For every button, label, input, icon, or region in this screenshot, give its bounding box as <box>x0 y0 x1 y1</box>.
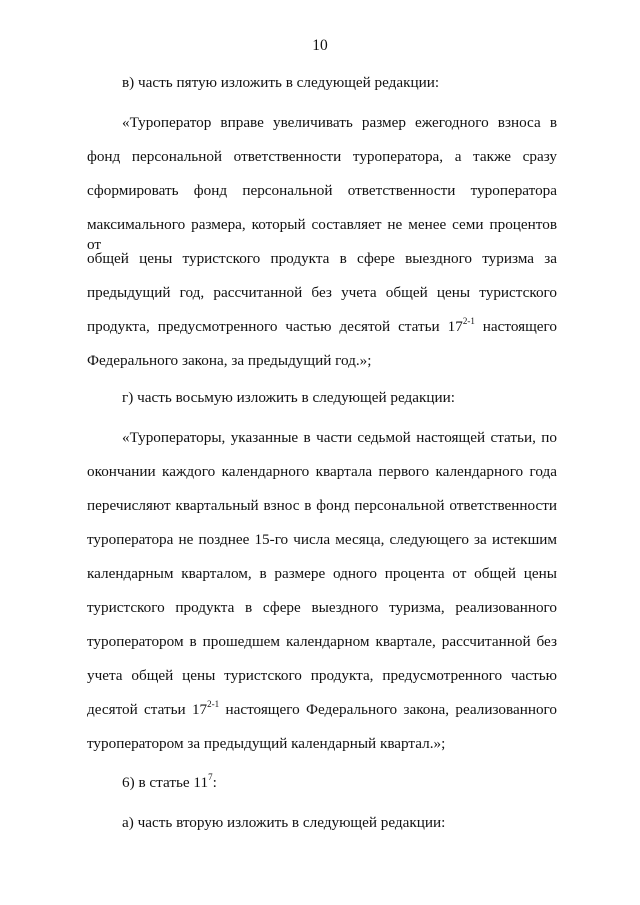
paragraph-line: продукта, предусмотренного частью десятой статьи 17$^{2-1}$ настоящего <box>87 315 557 335</box>
paragraph-line: 6) в статье $11^7$: <box>122 771 217 791</box>
paragraph-line: фонд персональной ответственности туроператора, а также сразу <box>87 148 557 165</box>
paragraph-line: г) часть восьмую изложить в следующей редакции: <box>122 389 455 406</box>
paragraph-line: Федерального закона, за предыдущий год.»; <box>87 352 372 369</box>
paragraph-line: «Туроператор вправе увеличивать размер ежегодного взноса в <box>122 114 557 131</box>
paragraph-line: календарным кварталом, в размере одного процента от общей цены <box>87 565 557 582</box>
page-number: 10 <box>312 37 328 54</box>
paragraph-line: десятой статьи 17$^{2-1}$ настоящего Федерального закона, реализованного <box>87 698 557 718</box>
paragraph-line: максимального размера, который составляет не менее семи процентов от <box>87 216 557 253</box>
paragraph-line: «Туроператоры, указанные в части седьмой настоящей статьи, по <box>122 429 557 446</box>
paragraph-line: туроператором в прошедшем календарном квартале, рассчитанной без <box>87 633 557 650</box>
paragraph-line: перечисляют квартальный взнос в фонд персональной ответственности <box>87 497 557 514</box>
paragraph-line: туристского продукта в сфере выездного туризма, реализованного <box>87 599 557 616</box>
paragraph-line: общей цены туристского продукта в сфере выездного туризма за <box>87 250 557 267</box>
paragraph-line: предыдущий год, рассчитанной без учета общей цены туристского <box>87 284 557 301</box>
paragraph-line: сформировать фонд персональной ответственности туроператора <box>87 182 557 199</box>
paragraph-line: туроператором за предыдущий календарный квартал.»; <box>87 735 446 752</box>
paragraph-line: окончании каждого календарного квартала первого календарного года <box>87 463 557 480</box>
paragraph-line: а) часть вторую изложить в следующей редакции: <box>122 814 446 831</box>
paragraph-line: туроператора не позднее 15-го числа месяца, следующего за истекшим <box>87 531 557 548</box>
paragraph-line: в) часть пятую изложить в следующей редакции: <box>122 74 440 91</box>
paragraph-line: учета общей цены туристского продукта, предусмотренного частью <box>87 667 557 684</box>
